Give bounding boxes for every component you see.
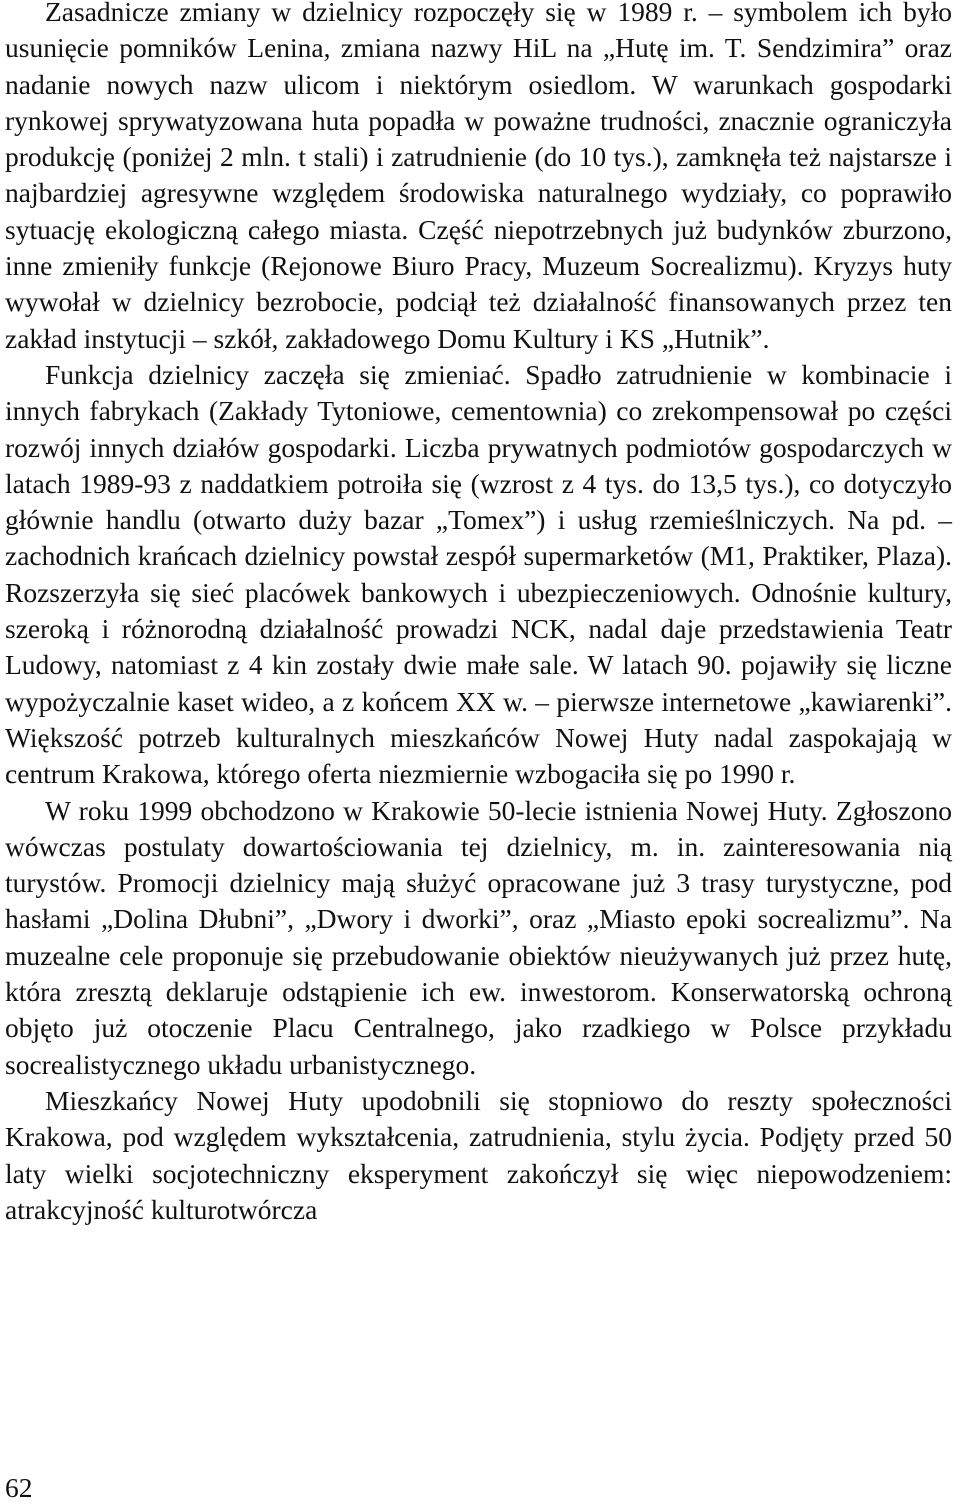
body-text [5,0,952,1228]
paragraph-3: W roku 1999 obchodzono w Krakowie 50-lecie istnienia Nowej Huty. Zgłoszono wówczas postulaty dowartościowania tej dzielnicy, m. in. zainteresowania nią turystów. Promocji dzielnicy mają służyć opracowane już 3 trasy turystyczne, pod hasłami „Dolina Dłubni”, „Dwory i dworki”, oraz „Miasto epoki socrealizmu”. Na muzealne cele proponuje się przebudowanie obiektów nieużywanych już przez hutę, która zresztą deklaruje odstąpienie ich ew. inwestorom. Konserwatorską ochroną objęto już otoczenie Placu Centralnego, jako rzadkiego w Polsce przykładu socrealistycznego układu urbanistycznego. [5,794,952,1080]
page-number: 62 [5,1472,33,1503]
paragraph-1: Zasadnicze zmiany w dzielnicy rozpoczęły się w 1989 r. – symbolem ich było usunięcie pomników Lenina, zmiana nazwy HiL na „Hutę im. T. Sendzimira” oraz nadanie nowych nazw ulicom i niektórym osiedlom. W warunkach gospodarki rynkowej sprywatyzowana huta popadła w poważne trudności, znacznie ograniczyła produkcję (poniżej 2 mln. t stali) i zatrudnienie (do 10 tys.), zamknęła też najstarsze i najbardziej agresywne względem środowiska naturalnego wydziały, co poprawiło sytuację ekologiczną całego miasta. Część niepotrzebnych już budynków zburzono, inne zmieniły funkcje (Rejonowe Biuro Pracy, Muzeum Socrealizmu). Kryzys huty wywołał w dzielnicy bezrobocie, podciął też działalność finansowanych przez ten zakład instytucji – szkół, zakładowego Domu Kultury i KS „Hutnik”. [5,0,952,354]
paragraph-4: Mieszkańcy Nowej Huty upodobnili się stopniowo do reszty społeczności Krakowa, pod względem wykształcenia, zatrudnienia, stylu życia. Podjęty przed 50 laty wielki socjotechniczny eksperyment zakończył się więc niepowodzeniem: atrakcyjność kulturotwórcza [5,1084,952,1225]
paragraph-2: Funkcja dzielnicy zaczęła się zmieniać. Spadło zatrudnienie w kombinacie i innych fabrykach (Zakłady Tytoniowe, cementownia) co zrekompensował po części rozwój innych działów gospodarki. Liczba prywatnych podmiotów gospodarczych w latach 1989-93 z naddatkiem potroiła się (wzrost z 4 tys. do 13,5 tys.), co dotyczyło głównie handlu (otwarto duży bazar „Tomex”) i usług rzemieślniczych. Na pd. – zachodnich krańcach dzielnicy powstał zespół supermarketów (M1, Praktiker, Plaza). Rozszerzyła się sieć placówek bankowych i ubezpieczeniowych. Odnośnie kultury, szeroką i różnorodną działalność prowadzi NCK, nadal daje przedstawienia Teatr Ludowy, natomiast z 4 kin zostały dwie małe sale. W latach 90. pojawiły się liczne wypożyczalnie kaset wideo, a z końcem XX w. – pierwsze internetowe „kawiarenki”. Większość potrzeb kulturalnych mieszkańców Nowej Huty nadal zaspokajają w centrum Krakowa, którego oferta niezmiernie wzbogaciła się po 1990 r. [5,358,952,790]
